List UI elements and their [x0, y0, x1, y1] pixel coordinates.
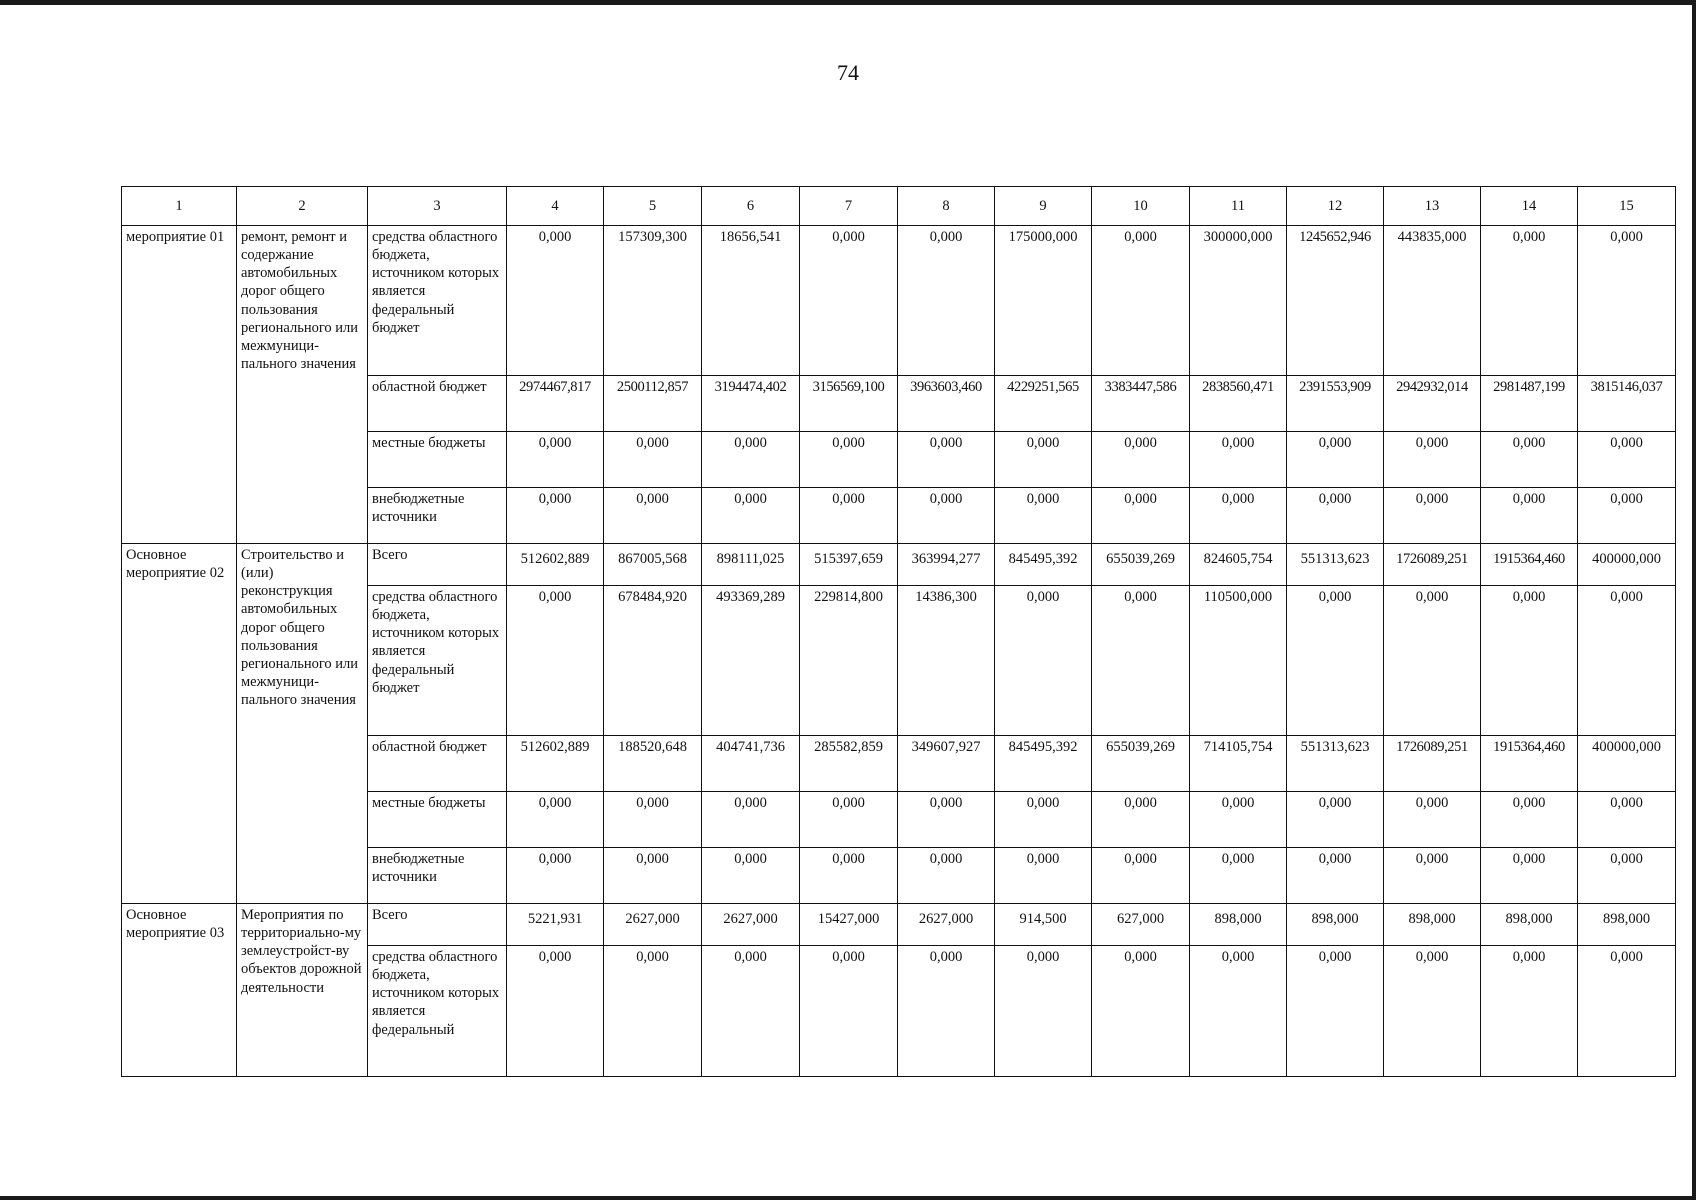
activity-code: Основное мероприятие 02 [122, 544, 237, 904]
amount-cell: 0,000 [898, 792, 995, 848]
column-header: 3 [368, 187, 507, 226]
amount-cell: 363994,277 [898, 544, 995, 586]
column-header: 2 [237, 187, 368, 226]
amount-cell: 14386,300 [898, 586, 995, 736]
amount-cell: 0,000 [1287, 586, 1384, 736]
amount-cell: 3815146,037 [1578, 376, 1676, 432]
amount-cell: 0,000 [604, 432, 702, 488]
amount-cell: 0,000 [1092, 226, 1190, 376]
page-number: 74 [837, 60, 859, 85]
amount-cell: 0,000 [995, 432, 1092, 488]
amount-cell: 0,000 [1287, 792, 1384, 848]
funding-source: местные бюджеты [368, 432, 507, 488]
amount-cell: 824605,754 [1190, 544, 1287, 586]
amount-cell: 0,000 [702, 946, 800, 1077]
amount-cell: 0,000 [1578, 792, 1676, 848]
amount-cell: 0,000 [1481, 488, 1578, 544]
amount-cell: 349607,927 [898, 736, 995, 792]
scan-edge-right [1692, 0, 1696, 1200]
amount-cell: 188520,648 [604, 736, 702, 792]
column-header: 13 [1384, 187, 1481, 226]
column-header: 15 [1578, 187, 1676, 226]
amount-cell: 0,000 [1578, 226, 1676, 376]
scan-edge-bottom [0, 1196, 1696, 1200]
table-row [122, 226, 1676, 376]
amount-cell: 0,000 [1481, 226, 1578, 376]
funding-source: местные бюджеты [368, 792, 507, 848]
amount-cell: 400000,000 [1578, 544, 1676, 586]
amount-cell: 0,000 [1481, 946, 1578, 1077]
amount-cell: 0,000 [800, 488, 898, 544]
amount-cell: 0,000 [702, 432, 800, 488]
amount-cell: 2500112,857 [604, 376, 702, 432]
amount-cell: 845495,392 [995, 736, 1092, 792]
amount-cell: 0,000 [1287, 432, 1384, 488]
activity-title: Строительство и (или) реконструкция автомобильных дорог общего пользования регионального или межмуници-пального значения [237, 544, 368, 904]
activity-code: Основное мероприятие 03 [122, 904, 237, 1077]
amount-cell: 0,000 [1578, 432, 1676, 488]
amount-cell: 0,000 [898, 848, 995, 904]
amount-cell: 0,000 [898, 226, 995, 376]
amount-cell: 3383447,586 [1092, 376, 1190, 432]
amount-cell: 1915364,460 [1481, 736, 1578, 792]
amount-cell: 157309,300 [604, 226, 702, 376]
amount-cell: 493369,289 [702, 586, 800, 736]
amount-cell: 0,000 [1481, 432, 1578, 488]
amount-cell: 2981487,199 [1481, 376, 1578, 432]
funding-source: средства областного бюджета, источником которых является федеральный бюджет [368, 226, 507, 376]
amount-cell: 0,000 [898, 488, 995, 544]
column-header: 6 [702, 187, 800, 226]
amount-cell: 0,000 [1092, 488, 1190, 544]
column-header: 1 [122, 187, 237, 226]
column-header: 9 [995, 187, 1092, 226]
amount-cell: 0,000 [1287, 946, 1384, 1077]
amount-cell: 898,000 [1578, 904, 1676, 946]
amount-cell: 0,000 [995, 488, 1092, 544]
column-header: 10 [1092, 187, 1190, 226]
amount-cell: 0,000 [800, 848, 898, 904]
amount-cell: 400000,000 [1578, 736, 1676, 792]
scan-edge-top [0, 0, 1696, 5]
amount-cell: 0,000 [702, 488, 800, 544]
amount-cell: 2974467,817 [507, 376, 604, 432]
amount-cell: 0,000 [1384, 848, 1481, 904]
activity-code: мероприятие 01 [122, 226, 237, 544]
amount-cell: 0,000 [507, 792, 604, 848]
column-header: 4 [507, 187, 604, 226]
amount-cell: 0,000 [1481, 586, 1578, 736]
amount-cell: 0,000 [1190, 432, 1287, 488]
amount-cell: 0,000 [1190, 488, 1287, 544]
amount-cell: 3156569,100 [800, 376, 898, 432]
funding-source: областной бюджет [368, 736, 507, 792]
column-header: 8 [898, 187, 995, 226]
amount-cell: 0,000 [1384, 946, 1481, 1077]
amount-cell: 15427,000 [800, 904, 898, 946]
amount-cell: 3194474,402 [702, 376, 800, 432]
amount-cell: 551313,623 [1287, 736, 1384, 792]
amount-cell: 0,000 [1384, 586, 1481, 736]
amount-cell: 0,000 [604, 848, 702, 904]
activity-title: Мероприятия по территориально-му землеустройст-ву объектов дорожной деятельности [237, 904, 368, 1077]
amount-cell: 0,000 [1092, 792, 1190, 848]
amount-cell: 914,500 [995, 904, 1092, 946]
amount-cell: 515397,659 [800, 544, 898, 586]
amount-cell: 0,000 [1190, 848, 1287, 904]
amount-cell: 0,000 [1578, 946, 1676, 1077]
amount-cell: 2391553,909 [1287, 376, 1384, 432]
amount-cell: 898,000 [1384, 904, 1481, 946]
amount-cell: 0,000 [800, 226, 898, 376]
amount-cell: 2942932,014 [1384, 376, 1481, 432]
amount-cell: 0,000 [800, 946, 898, 1077]
amount-cell: 0,000 [702, 792, 800, 848]
amount-cell: 512602,889 [507, 544, 604, 586]
amount-cell: 0,000 [995, 586, 1092, 736]
amount-cell: 0,000 [507, 946, 604, 1077]
amount-cell: 4229251,565 [995, 376, 1092, 432]
amount-cell: 5221,931 [507, 904, 604, 946]
amount-cell: 0,000 [1481, 848, 1578, 904]
amount-cell: 1726089,251 [1384, 544, 1481, 586]
amount-cell: 175000,000 [995, 226, 1092, 376]
amount-cell: 0,000 [1287, 488, 1384, 544]
funding-source: средства областного бюджета, источником которых является федеральный бюджет [368, 586, 507, 736]
amount-cell: 898,000 [1190, 904, 1287, 946]
table-row [122, 904, 1676, 946]
amount-cell: 110500,000 [1190, 586, 1287, 736]
amount-cell: 867005,568 [604, 544, 702, 586]
amount-cell: 0,000 [1384, 792, 1481, 848]
amount-cell: 0,000 [1578, 488, 1676, 544]
funding-source: внебюджетные источники [368, 848, 507, 904]
column-header: 12 [1287, 187, 1384, 226]
column-header: 11 [1190, 187, 1287, 226]
amount-cell: 0,000 [604, 488, 702, 544]
amount-cell: 18656,541 [702, 226, 800, 376]
amount-cell: 404741,736 [702, 736, 800, 792]
amount-cell: 0,000 [1578, 586, 1676, 736]
amount-cell: 0,000 [604, 792, 702, 848]
amount-cell: 845495,392 [995, 544, 1092, 586]
table-body [122, 226, 1676, 1077]
amount-cell: 0,000 [604, 946, 702, 1077]
funding-source: Всего [368, 544, 507, 586]
amount-cell: 0,000 [898, 946, 995, 1077]
amount-cell: 512602,889 [507, 736, 604, 792]
amount-cell: 0,000 [800, 792, 898, 848]
amount-cell: 0,000 [507, 586, 604, 736]
amount-cell: 0,000 [1190, 792, 1287, 848]
funding-source: средства областного бюджета, источником которых является федеральный [368, 946, 507, 1077]
header-row [122, 187, 1676, 226]
amount-cell: 0,000 [702, 848, 800, 904]
amount-cell: 655039,269 [1092, 544, 1190, 586]
budget-table [121, 186, 1676, 1077]
amount-cell: 0,000 [1092, 432, 1190, 488]
amount-cell: 0,000 [1092, 848, 1190, 904]
amount-cell: 0,000 [995, 792, 1092, 848]
amount-cell: 2627,000 [604, 904, 702, 946]
amount-cell: 0,000 [507, 432, 604, 488]
amount-cell: 2838560,471 [1190, 376, 1287, 432]
amount-cell: 898,000 [1287, 904, 1384, 946]
funding-source: внебюджетные источники [368, 488, 507, 544]
funding-source: Всего [368, 904, 507, 946]
amount-cell: 0,000 [1384, 488, 1481, 544]
amount-cell: 714105,754 [1190, 736, 1287, 792]
activity-title: ремонт, ремонт и содержание автомобильных дорог общего пользования регионального или межмуници-пального значения [237, 226, 368, 544]
amount-cell: 0,000 [1384, 432, 1481, 488]
amount-cell: 0,000 [1481, 792, 1578, 848]
amount-cell: 3963603,460 [898, 376, 995, 432]
amount-cell: 0,000 [1578, 848, 1676, 904]
amount-cell: 1915364,460 [1481, 544, 1578, 586]
amount-cell: 0,000 [1287, 848, 1384, 904]
amount-cell: 443835,000 [1384, 226, 1481, 376]
amount-cell: 0,000 [898, 432, 995, 488]
amount-cell: 627,000 [1092, 904, 1190, 946]
amount-cell: 0,000 [507, 226, 604, 376]
amount-cell: 655039,269 [1092, 736, 1190, 792]
amount-cell: 285582,859 [800, 736, 898, 792]
amount-cell: 0,000 [995, 946, 1092, 1077]
amount-cell: 1726089,251 [1384, 736, 1481, 792]
amount-cell: 1245652,946 [1287, 226, 1384, 376]
table-row [122, 544, 1676, 586]
amount-cell: 229814,800 [800, 586, 898, 736]
amount-cell: 0,000 [800, 432, 898, 488]
column-header: 7 [800, 187, 898, 226]
amount-cell: 0,000 [1092, 586, 1190, 736]
amount-cell: 0,000 [507, 848, 604, 904]
amount-cell: 2627,000 [898, 904, 995, 946]
amount-cell: 678484,920 [604, 586, 702, 736]
amount-cell: 0,000 [1190, 946, 1287, 1077]
amount-cell: 0,000 [995, 848, 1092, 904]
amount-cell: 898111,025 [702, 544, 800, 586]
funding-source: областной бюджет [368, 376, 507, 432]
column-header: 5 [604, 187, 702, 226]
amount-cell: 898,000 [1481, 904, 1578, 946]
amount-cell: 551313,623 [1287, 544, 1384, 586]
amount-cell: 0,000 [507, 488, 604, 544]
amount-cell: 2627,000 [702, 904, 800, 946]
amount-cell: 300000,000 [1190, 226, 1287, 376]
amount-cell: 0,000 [1092, 946, 1190, 1077]
column-header: 14 [1481, 187, 1578, 226]
